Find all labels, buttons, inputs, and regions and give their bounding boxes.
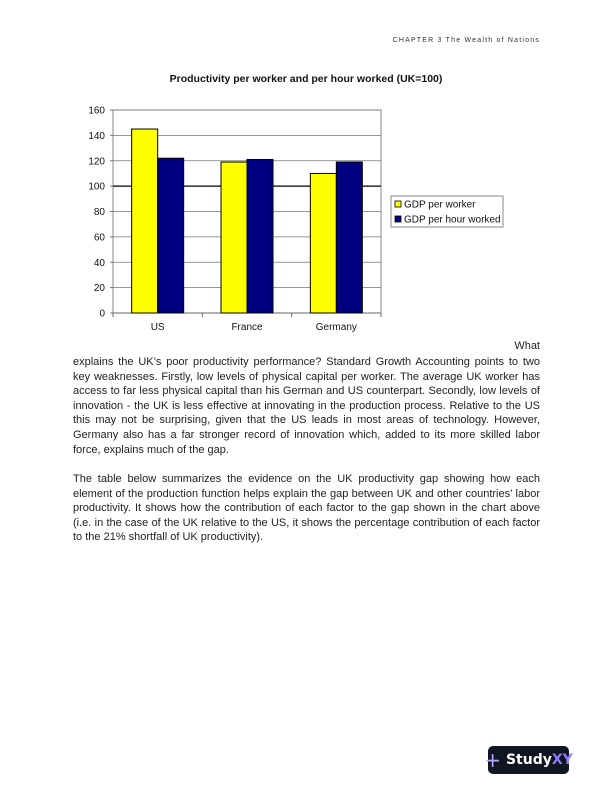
y-tick-label: 160	[88, 105, 105, 117]
bar-germany-0	[310, 173, 336, 313]
y-tick-label: 100	[88, 181, 105, 193]
y-tick-label: 80	[93, 207, 105, 218]
bar-us-1	[158, 158, 184, 313]
legend-swatch	[395, 201, 401, 207]
bar-chart	[0, 0, 612, 340]
legend-label: GDP per worker	[404, 199, 476, 211]
studyxy-logo	[484, 746, 573, 774]
plus-icon: +	[484, 748, 501, 772]
running-header: CHAPTER 3 The Wealth of Nations	[392, 37, 540, 44]
y-tick-label: 140	[88, 130, 105, 142]
x-tick-label: France	[231, 322, 263, 333]
chart-title: Productivity per worker and per hour worked (UK=100)	[169, 73, 443, 85]
y-tick-label: 120	[88, 156, 105, 168]
bar-germany-1	[336, 162, 362, 313]
x-tick-label: Germany	[315, 322, 357, 333]
y-tick-label: 40	[93, 257, 105, 269]
y-tick-label: 20	[93, 283, 105, 295]
lead-word: What	[514, 340, 540, 352]
bar-france-0	[221, 162, 247, 313]
legend-label: GDP per hour worked	[404, 214, 501, 226]
bar-us-0	[132, 129, 158, 313]
y-tick-label: 0	[99, 308, 105, 320]
y-tick-label: 60	[93, 232, 105, 244]
paragraph-2: The table below summarizes the evidence on the UK productivity gap showing how each element of the production function helps explain the gap between UK and other countries’ labor productivity. It shows how the contribution of each factor to the gap shown in the chart above (i.e. in the case of the UK relative to the US, it shows the percentage contribution of each factor to the 21% shortfall of UK productivity).	[73, 473, 540, 544]
logo-text: StudyXY	[505, 752, 573, 768]
legend-swatch	[395, 216, 401, 222]
paragraph-1: explains the UK’s poor productivity performance? Standard Growth Accounting points to two key weaknesses. Firstly, low levels of physical capital per worker. The average UK worker has access to far less physical capital than his German and US counterpart. Secondly, low levels of innovation - the UK is less effective at innovating in the production process. Relative to the US this may not be surprising, given that the US leads in most areas of technology. However, Germany also has a far stronger record of innovation which, added to its more skilled labor force, explains much of the gap.	[73, 356, 540, 456]
bar-france-1	[247, 159, 273, 313]
x-tick-label: US	[150, 322, 165, 333]
